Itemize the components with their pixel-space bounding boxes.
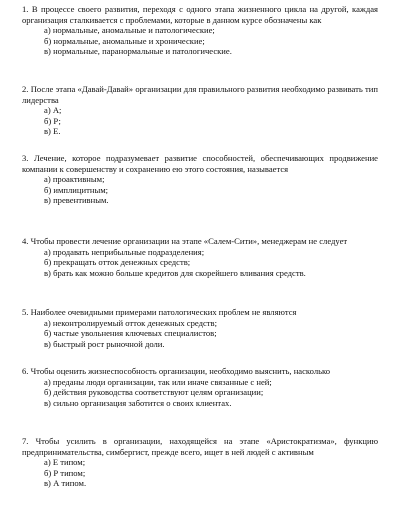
question-6-option-c: в) сильно организация заботится о своих клиентах. — [44, 397, 232, 408]
question-7-option-a: а) Е типом; — [44, 457, 86, 468]
question-6-option-a: а) преданы люди организации, так или иначе связанные с ней; — [44, 376, 272, 387]
question-5-option-c: в) быстрый рост рыночной доли. — [44, 338, 165, 349]
question-1 — [22, 4, 378, 57]
question-2-option-a: а) А; — [44, 105, 62, 116]
question-7-text: 7. Чтобы усилить в организации, находящейся на этапе «Аристократизма», функцию предпринимательства, симбергист, прежде всего, ищет в ней людей с активным — [22, 436, 378, 457]
question-6 — [22, 366, 378, 408]
question-2-text: 2. После этапа «Давай-Давай» организации для правильного развития необходимо развивать тип лидерства — [22, 84, 378, 105]
question-2-option-c: в) Е. — [44, 126, 61, 137]
question-2 — [22, 84, 378, 137]
question-1-option-a: а) нормальные, аномальные и патологические; — [44, 25, 215, 36]
question-1-text: 1. В процессе своего развития, переходя с одного этапа жизненного цикла на другой, каждая организация сталкивается с проблемами, которые в данном курсе обозначены как — [22, 4, 378, 25]
question-1-options — [22, 25, 378, 57]
question-6-text: 6. Чтобы оценить жизнеспособность организации, необходимо выяснить, насколько — [22, 366, 331, 376]
question-5-option-a: а) неконтролируемый отток денежных средств; — [44, 317, 217, 328]
question-3-options — [22, 174, 378, 206]
question-4-options — [22, 247, 378, 279]
question-7-options — [22, 457, 378, 489]
question-3-option-b: б) имплицитным; — [44, 184, 109, 195]
question-5-options — [22, 318, 378, 350]
question-6-option-b: б) действия руководства соответствуют целям организации; — [44, 387, 264, 398]
question-1-option-b: б) нормальные, аномальные и хронические; — [44, 35, 205, 46]
question-4-option-c: в) брать как можно больше кредитов для скорейшего вливания средств. — [44, 267, 306, 278]
question-2-options — [22, 105, 378, 137]
question-1-option-c: в) нормальные, паранормальные и патологические. — [44, 46, 232, 57]
question-5 — [22, 307, 378, 349]
question-4 — [22, 236, 378, 278]
question-7-option-b: б) Р типом; — [44, 467, 86, 478]
question-3-option-c: в) превентивным. — [44, 195, 109, 206]
question-7-option-c: в) А типом. — [44, 478, 87, 489]
question-4-option-b: б) прекращать отток денежных средств; — [44, 257, 191, 268]
question-3 — [22, 153, 378, 206]
question-4-text: 4. Чтобы провести лечение организации на этапе «Салем-Сити», менеджерам не следует — [22, 236, 348, 246]
question-5-text: 5. Наиболее очевидными примерами патологических проблем не являются — [22, 307, 297, 317]
question-6-options — [22, 377, 378, 409]
question-3-text: 3. Лечение, которое подразумевает развитие способностей, обеспечивающих продвижение компании к совершенству и сохранению ею этого состояния, называется — [22, 153, 378, 174]
question-7 — [22, 436, 378, 489]
question-5-option-b: б) частые увольнения ключевых специалистов; — [44, 328, 217, 339]
question-3-option-a: а) проактивным; — [44, 174, 105, 185]
question-2-option-b: б) Р; — [44, 115, 61, 126]
question-4-option-a: а) продавать неприбыльные подразделения; — [44, 246, 205, 257]
